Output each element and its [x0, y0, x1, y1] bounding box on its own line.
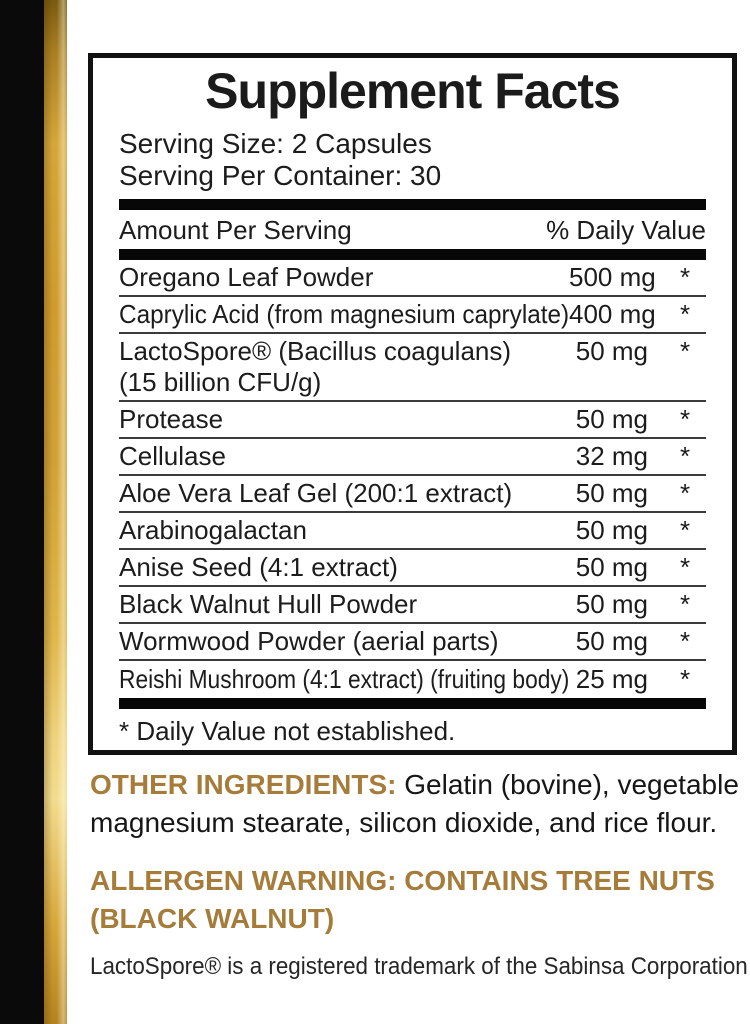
header-amount-per-serving: Amount Per Serving: [119, 215, 352, 245]
allergen-warning-line2: (BLACK WALNUT): [90, 903, 335, 934]
ingredient-amount: 500 mg: [569, 262, 656, 292]
ingredient-name: [119, 336, 569, 398]
table-row: [119, 260, 706, 297]
supplement-facts-panel: [88, 53, 737, 755]
ingredient-name: [119, 515, 569, 546]
ingredient-name-line1: Caprylic Acid (from magnesium caprylate): [119, 299, 570, 329]
allergen-warning-line1: ALLERGEN WARNING: CONTAINS TREE NUTS: [90, 865, 715, 896]
serving-size: Serving Size: 2 Capsules: [119, 128, 432, 159]
ingredient-name-line1: Aloe Vera Leaf Gel (200:1 extract): [119, 478, 513, 508]
table-row: [119, 624, 706, 661]
divider-bar-bottom: [119, 698, 706, 709]
other-ingredients-line2: magnesium stearate, silicon dioxide, and rice flour.: [90, 807, 718, 838]
ingredient-name: [119, 404, 569, 435]
table-row: [119, 587, 706, 624]
ingredient-name-line1: Cellulase: [119, 441, 226, 471]
other-ingredients-line1-rest: Gelatin (bovine), vegetable: [396, 769, 739, 800]
table-row: [119, 661, 706, 698]
below-panel-text: [90, 766, 748, 982]
table-row: [119, 513, 706, 550]
divider-bar-top: [119, 199, 706, 210]
daily-value-asterisk: *: [679, 336, 691, 366]
ingredient-name: [119, 478, 569, 509]
ingredient-name-line1: Black Walnut Hull Powder: [119, 589, 418, 619]
table-row: [119, 402, 706, 439]
ingredient-name: [119, 262, 569, 293]
ingredient-amount: 50 mg: [575, 515, 648, 545]
ingredient-table: [119, 260, 706, 698]
daily-value-asterisk: *: [679, 299, 691, 329]
table-row: [119, 476, 706, 513]
ingredient-amount: 400 mg: [569, 299, 656, 329]
ingredient-name-line1: Arabinogalactan: [119, 515, 307, 545]
ingredient-name: [119, 664, 569, 695]
daily-value-asterisk: *: [679, 262, 691, 292]
daily-value-asterisk: *: [679, 515, 691, 545]
divider-bar-header: [119, 249, 706, 260]
header-daily-value: % Daily Value: [546, 215, 706, 245]
ingredient-name-line1: Oregano Leaf Powder: [119, 262, 374, 292]
ingredient-name: [119, 552, 569, 583]
ingredient-amount: 50 mg: [575, 404, 648, 434]
table-row: [119, 550, 706, 587]
servings-per-container: Serving Per Container: 30: [119, 160, 442, 191]
ingredient-amount: 50 mg: [575, 589, 648, 619]
ingredient-name: [119, 626, 569, 657]
ingredient-name-line1: Wormwood Powder (aerial parts): [119, 626, 499, 656]
panel-title: Supplement Facts: [205, 63, 620, 119]
ingredient-amount: 50 mg: [575, 478, 648, 508]
ingredient-name-line1: Protease: [119, 404, 224, 434]
daily-value-asterisk: *: [679, 626, 691, 656]
left-gold-stripe: [44, 0, 67, 1024]
ingredient-name-line1: LactoSpore® (Bacillus coagulans): [119, 336, 512, 366]
daily-value-asterisk: *: [679, 552, 691, 582]
daily-value-footnote: * Daily Value not established.: [119, 716, 456, 746]
allergen-warning: [90, 862, 748, 938]
ingredient-name: [119, 441, 569, 472]
ingredient-amount: 32 mg: [575, 441, 648, 471]
daily-value-asterisk: *: [679, 589, 691, 619]
other-ingredients-line1: [90, 766, 739, 804]
ingredient-amount: 50 mg: [575, 626, 648, 656]
trademark-note: LactoSpore® is a registered trademark of the Sabinsa Corporation: [90, 953, 748, 980]
ingredient-name: [119, 589, 569, 620]
ingredient-amount: 50 mg: [575, 336, 648, 366]
daily-value-asterisk: *: [679, 404, 691, 434]
table-row: [119, 439, 706, 476]
left-black-bar: [0, 0, 44, 1024]
ingredient-name-line1: Reishi Mushroom (4:1 extract) (fruiting body): [119, 664, 570, 694]
other-ingredients-label: OTHER INGREDIENTS:: [90, 769, 397, 800]
ingredient-name-line1: Anise Seed (4:1 extract): [119, 552, 398, 582]
daily-value-asterisk: *: [679, 478, 691, 508]
table-row: [119, 297, 706, 334]
ingredient-name-line2: (15 billion CFU/g): [119, 367, 322, 397]
ingredient-amount: 25 mg: [575, 664, 648, 694]
daily-value-asterisk: *: [679, 664, 691, 694]
table-header: [119, 210, 706, 249]
table-row: [119, 334, 706, 402]
other-ingredients: [90, 766, 748, 842]
ingredient-amount: 50 mg: [575, 552, 648, 582]
daily-value-asterisk: *: [679, 441, 691, 471]
ingredient-name: [119, 299, 569, 330]
